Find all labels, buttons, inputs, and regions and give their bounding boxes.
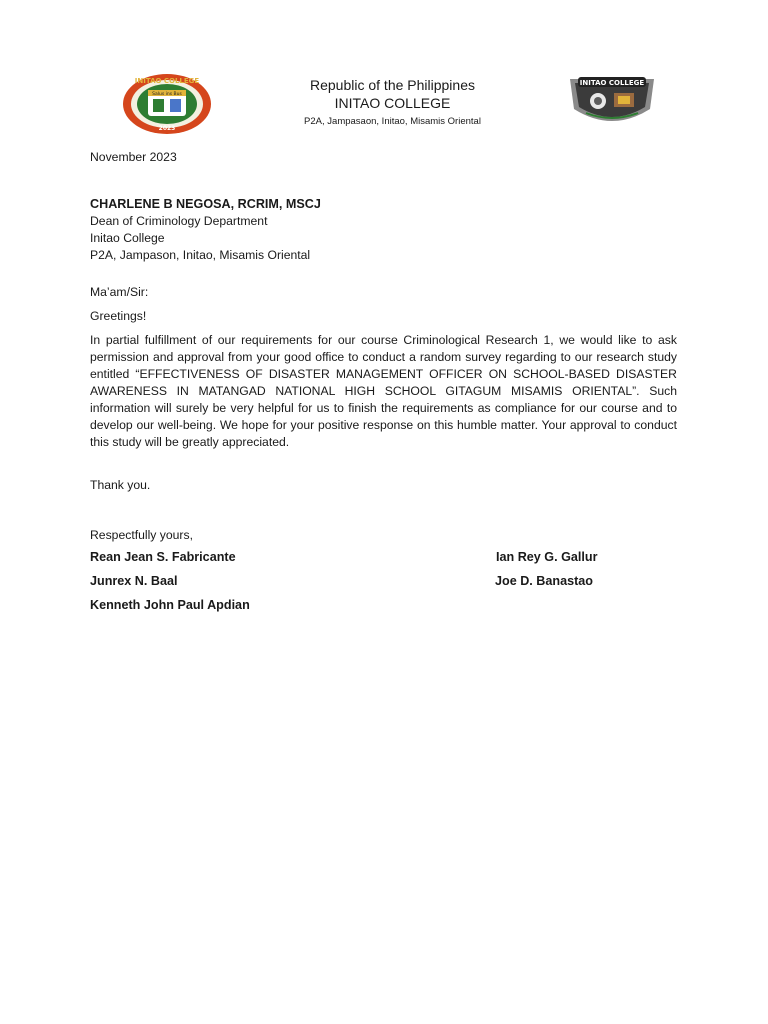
seal-year-text: 2023 (158, 125, 176, 132)
closing-line: Respectfully yours, (90, 528, 193, 542)
letterhead (250, 76, 535, 129)
greeting: Greetings! (90, 309, 147, 323)
signer-name: Joe D. Banastao (495, 574, 593, 588)
recipient-block (90, 196, 677, 264)
recipient-address: P2A, Jampason, Initao, Misamis Oriental (90, 248, 311, 262)
initao-college-seal-icon (121, 73, 213, 135)
recipient-title: Dean of Criminology Department (90, 214, 268, 228)
letter-date: November 2023 (90, 150, 177, 164)
letterhead-address: P2A, Jampasaon, Initao, Misamis Oriental (304, 116, 481, 127)
signer-name: Ian Rey G. Gallur (496, 550, 598, 564)
letterhead-country: Republic of the Philippines (310, 77, 475, 93)
letterhead-school: INITAO COLLEGE (334, 95, 451, 111)
signer-name: Junrex N. Baal (90, 574, 178, 588)
thank-you-line: Thank you. (90, 478, 151, 492)
recipient-institution: Initao College (90, 231, 165, 245)
letter-body-paragraph: In partial fulfillment of our requirements for our course Criminological Research 1, we would like to ask permission and approval from your good office to conduct a random survey regarding to our research study entitled “EFFECTIVENESS OF DISASTER MANAGEMENT OFFICER ON SCHOOL-BASED DISASTER AWARENESS IN MATANGAD NATIONAL HIGH SCHOOL GITAGUM MISAMIS ORIENTAL”. Such information will surely be very helpful for us to finish the requirements as compliance for our course and to develop our well-being. We hope for your positive response on this humble matter. Your approval to conduct this study will be greatly appreciated. (90, 333, 677, 449)
shield-banner-text: INITAO COLLEGE (579, 79, 645, 87)
seal-top-text: INITAO COLLEGE (134, 77, 200, 85)
signer-name: Kenneth John Paul Apdian (90, 598, 250, 612)
initao-college-shield-icon (566, 73, 658, 127)
salutation: Ma’am/Sir: (90, 285, 149, 299)
recipient-name: CHARLENE B NEGOSA, RCRIM, MSCJ (90, 197, 321, 211)
signer-name: Rean Jean S. Fabricante (90, 550, 236, 564)
seal-banner-text: Salus ins Bus (152, 92, 182, 97)
